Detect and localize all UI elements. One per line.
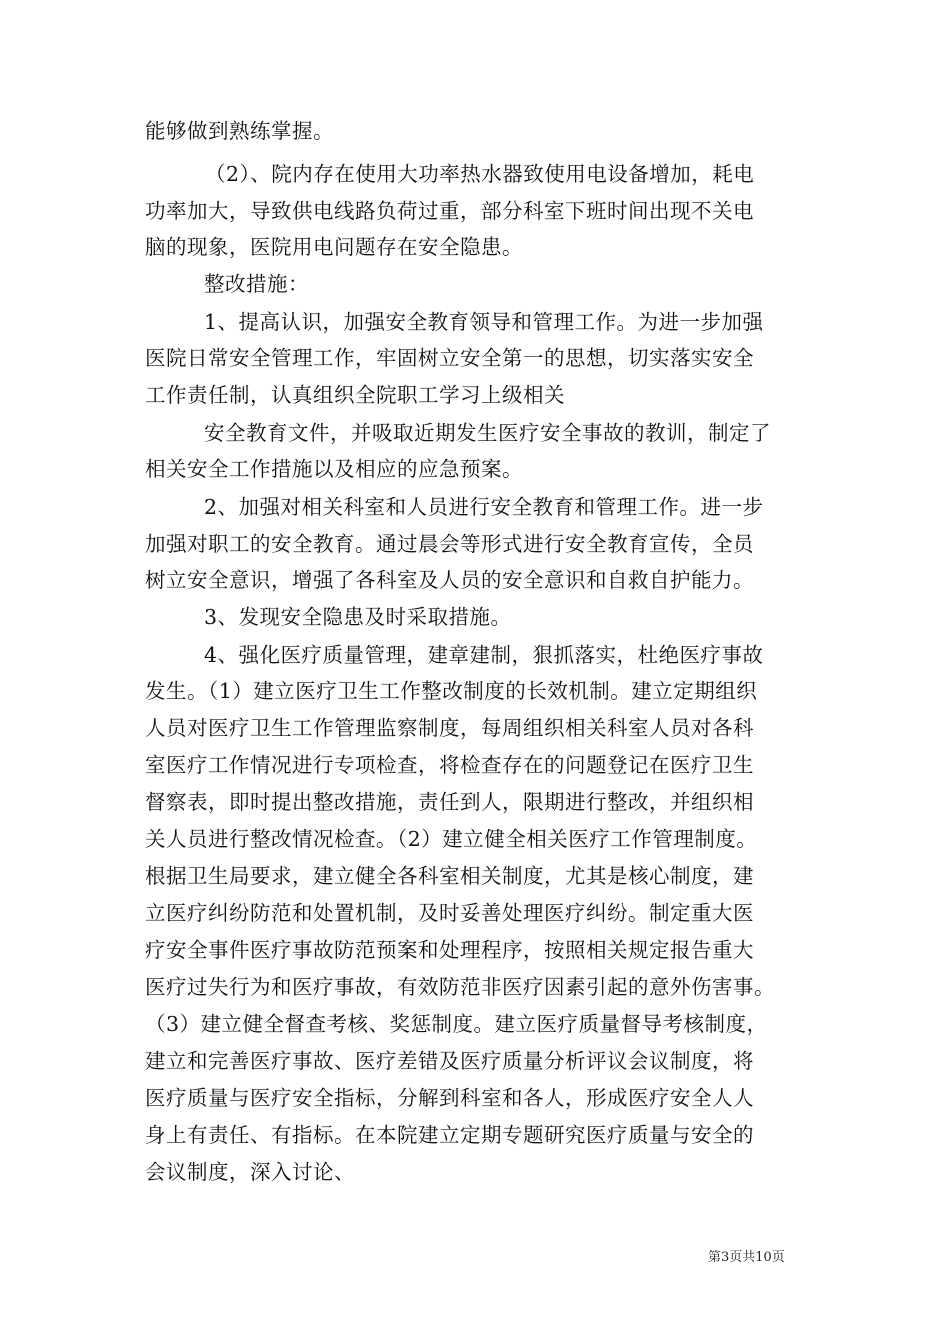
text-line: 室医疗工作情况进行专项检查，将检查存在的问题登记在医疗卫生 [145, 753, 754, 777]
page-number: 第3页共10页 [708, 1250, 785, 1265]
text-line: 疗安全事件医疗事故防范预案和处理程序，按照相关规定报告重大 [145, 938, 754, 962]
text-line: 相关安全工作措施以及相应的应急预案。 [145, 457, 523, 481]
text-line: （2）、院内存在使用大功率热水器致使用电设备增加，耗电 [205, 162, 755, 186]
text-line: 身上有责任、有指标。在本院建立定期专题研究医疗质量与安全的 [145, 1123, 754, 1147]
text-line: 立医疗纠纷防范和处置机制，及时妥善处理医疗纠纷。制定重大医 [145, 901, 754, 925]
text-line: 整改措施： [204, 272, 309, 296]
text-line: 医疗质量与医疗安全指标，分解到科室和各人，形成医疗安全人人 [145, 1086, 754, 1110]
text-line: 工作责任制，认真组织全院职工学习上级相关 [145, 383, 565, 407]
text-line: 加强对职工的安全教育。通过晨会等形式进行安全教育宣传，全员 [145, 532, 754, 556]
text-line: 人员对医疗卫生工作管理监察制度，每周组织相关科室人员对各科 [145, 716, 754, 740]
text-line: 4、强化医疗质量管理，建章建制，狠抓落实，杜绝医疗事故 [204, 643, 764, 667]
text-line: 督察表，即时提出整改措施，责任到人，限期进行整改，并组织相 [145, 790, 754, 814]
text-line: 建立和完善医疗事故、医疗差错及医疗质量分析评议会议制度，将 [145, 1049, 754, 1073]
text-line: 关人员进行整改情况检查。（2）建立健全相关医疗工作管理制度。 [145, 827, 758, 851]
text-line: 安全教育文件，并吸取近期发生医疗安全事故的教训，制定了 [204, 421, 771, 445]
text-line: 树立安全意识，增强了各科室及人员的安全意识和自救自护能力。 [145, 568, 754, 592]
text-line: （3）建立健全督查考核、奖惩制度。建立医疗质量督导考核制度， [145, 1012, 768, 1036]
text-line: 脑的现象，医院用电问题存在安全隐患。 [145, 235, 523, 259]
text-line: 3、发现安全隐患及时采取措施。 [204, 605, 512, 629]
text-line: 功率加大，导致供电线路负荷过重，部分科室下班时间出现不关电 [145, 199, 754, 223]
text-line: 会议制度，深入讨论、 [145, 1160, 355, 1184]
text-line: 2、加强对相关科室和人员进行安全教育和管理工作。进一步 [204, 495, 764, 519]
text-line: 根据卫生局要求，建立健全各科室相关制度，尤其是核心制度，建 [145, 864, 754, 888]
text-line: 发生。（1）建立医疗卫生工作整改制度的长效机制。建立定期组织 [145, 679, 758, 703]
text-line: 医院日常安全管理工作，牢固树立安全第一的思想，切实落实安全 [145, 346, 754, 370]
text-line: 1、提高认识，加强安全教育领导和管理工作。为进一步加强 [204, 310, 764, 334]
text-line: 能够做到熟练掌握。 [145, 119, 334, 143]
text-line: 医疗过失行为和医疗事故，有效防范非医疗因素引起的意外伤害事。 [145, 975, 775, 999]
